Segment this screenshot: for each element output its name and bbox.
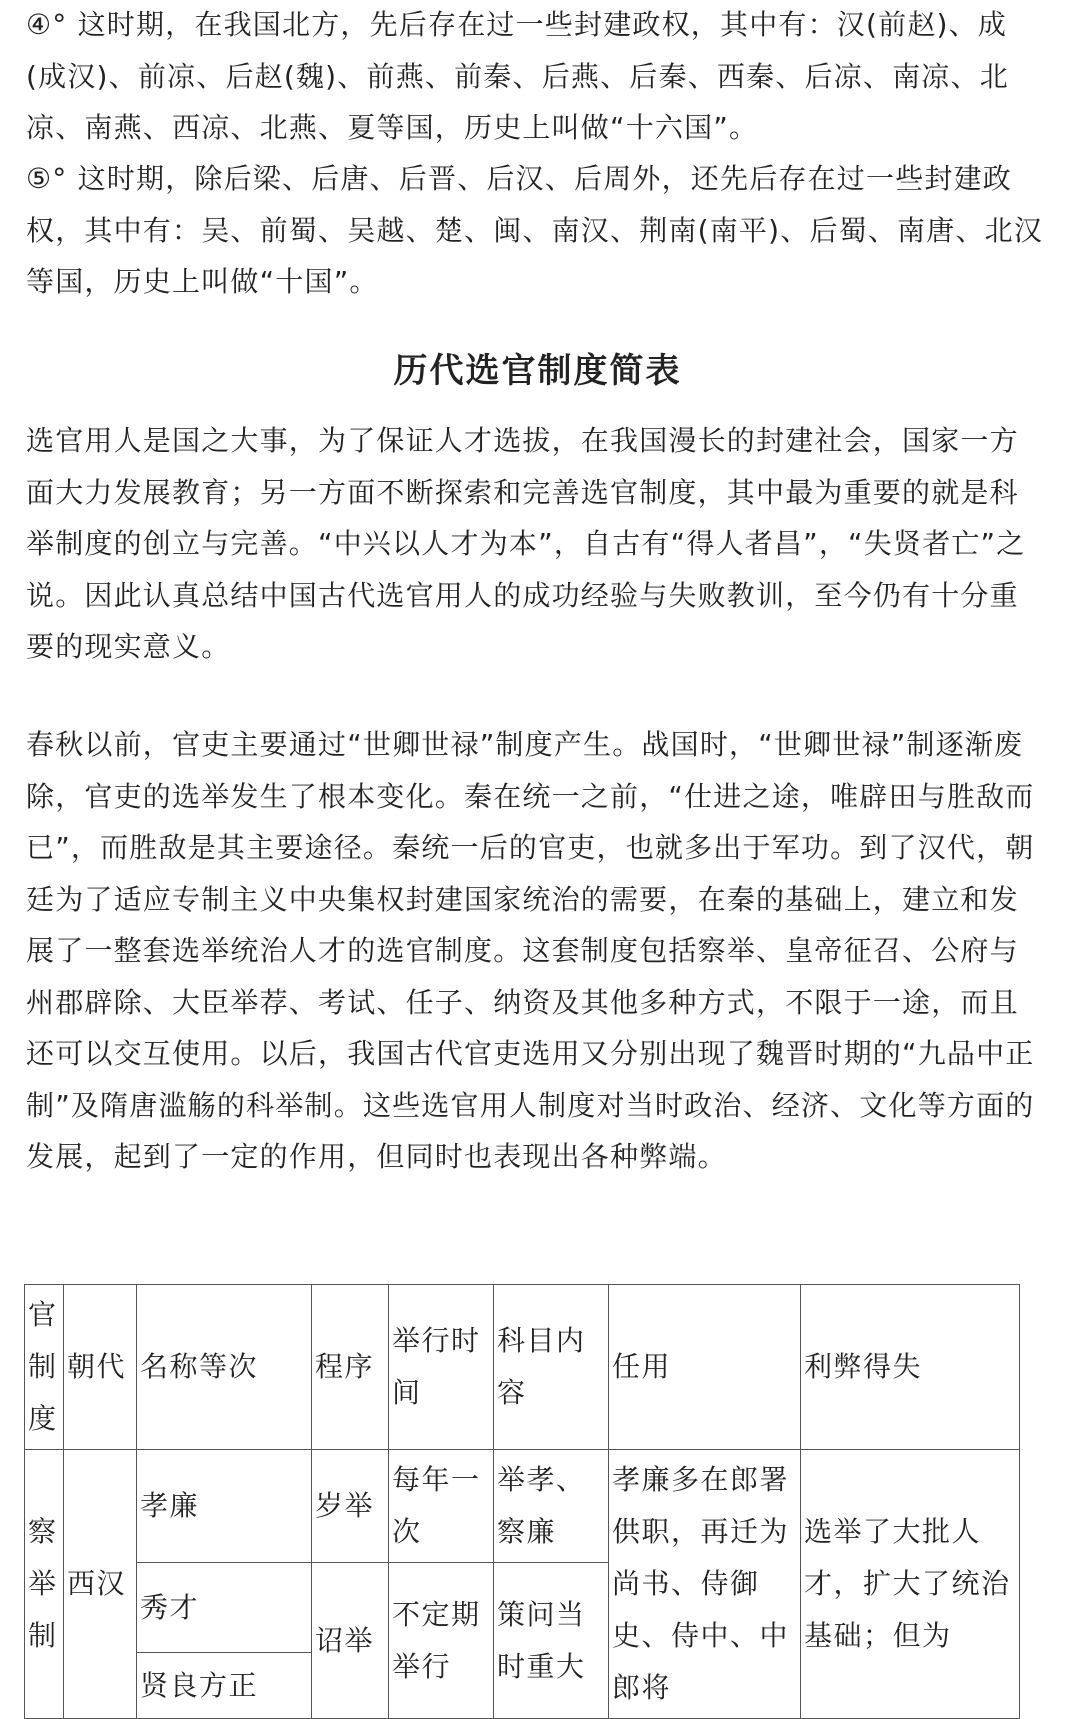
header-dynasty: 朝代 [64,1285,137,1450]
footnote-4: ④° 这时期，在我国北方，先后存在过一些封建政权，其中有：汉(前赵)、成(成汉)、前凉、后赵(魏)、前燕、前秦、后燕、后秦、西秦、后凉、南凉、北凉、南燕、西凉、北燕、夏等国，历史上叫做“十六国”。 [26,8,1009,144]
cell-pros-cons: 选举了大批人才，扩大了统治基础；但为 [801,1450,1020,1719]
header-name-rank: 名称等次 [137,1285,312,1450]
intro-paragraph: 选官用人是国之大事，为了保证人才选拔，在我国漫长的封建社会，国家一方面大力发展教育；另一方面不断探索和完善选官制度，其中最为重要的就是科举制度的创立与完善。“中兴以人才为本”，自古有“得人者昌”，“失贤者亡”之说。因此认真总结中国古代选官用人的成功经验与失败教训，至今仍有十分重要的现实意义。 [26,424,1026,663]
cell-name: 孝廉 [137,1450,312,1563]
cell-time: 不定期举行 [389,1563,494,1719]
cell-procedure: 岁举 [312,1450,389,1563]
section-title: 历代选官制度简表 [393,351,682,391]
cell-name: 贤良方正 [137,1653,312,1719]
header-procedure: 程序 [312,1285,389,1450]
header-time: 举行时间 [389,1285,494,1450]
cell-content: 举孝、察廉 [494,1450,609,1563]
cell-content: 策问当时重大 [494,1563,609,1719]
header-pros-cons: 利弊得失 [801,1285,1020,1450]
cell-name: 秀才 [137,1563,312,1653]
header-system: 官制度 [25,1285,64,1450]
cell-dynasty: 西汉 [64,1450,137,1719]
cell-time: 每年一次 [389,1450,494,1563]
header-appointment: 任用 [609,1285,801,1450]
official-selection-table [24,1284,1020,1719]
header-content: 科目内容 [494,1285,609,1450]
cell-system: 察举制 [25,1450,64,1719]
cell-procedure: 诏举 [312,1563,389,1719]
table-header-row [25,1285,1020,1450]
table-row [25,1450,1020,1563]
cell-appointment: 孝廉多在郎署供职，再迁为尚书、侍御史、侍中、中郎将 [609,1450,801,1719]
footnote-5: ⑤° 这时期，除后梁、后唐、后晋、后汉、后周外，还先后存在过一些封建政权，其中有：吴、前蜀、吴越、楚、闽、南汉、荆南(南平)、后蜀、南唐、北汉等国，历史上叫做“十国”。 [26,162,1044,298]
history-paragraph: 春秋以前，官吏主要通过“世卿世禄”制度产生。战国时，“世卿世禄”制逐渐废除，官吏的选举发生了根本变化。秦在统一之前，“仕进之途，唯辟田与胜敌而已”，而胜敌是其主要途径。秦统一后的官吏，也就多出于军功。到了汉代，朝廷为了适应专制主义中央集权封建国家统治的需要，在秦的基础上，建立和发展了一整套选举统治人才的选官制度。这套制度包括察举、皇帝征召、公府与州郡辟除、大臣举荐、考试、任子、纳资及其他多种方式，不限于一途，而且还可以交互使用。以后，我国古代官吏选用又分别出现了魏晋时期的“九品中正制”及隋唐滥觞的科举制。这些选官用人制度对当时政治、经济、文化等方面的发展，起到了一定的作用，但同时也表现出各种弊端。 [26,728,1035,1173]
